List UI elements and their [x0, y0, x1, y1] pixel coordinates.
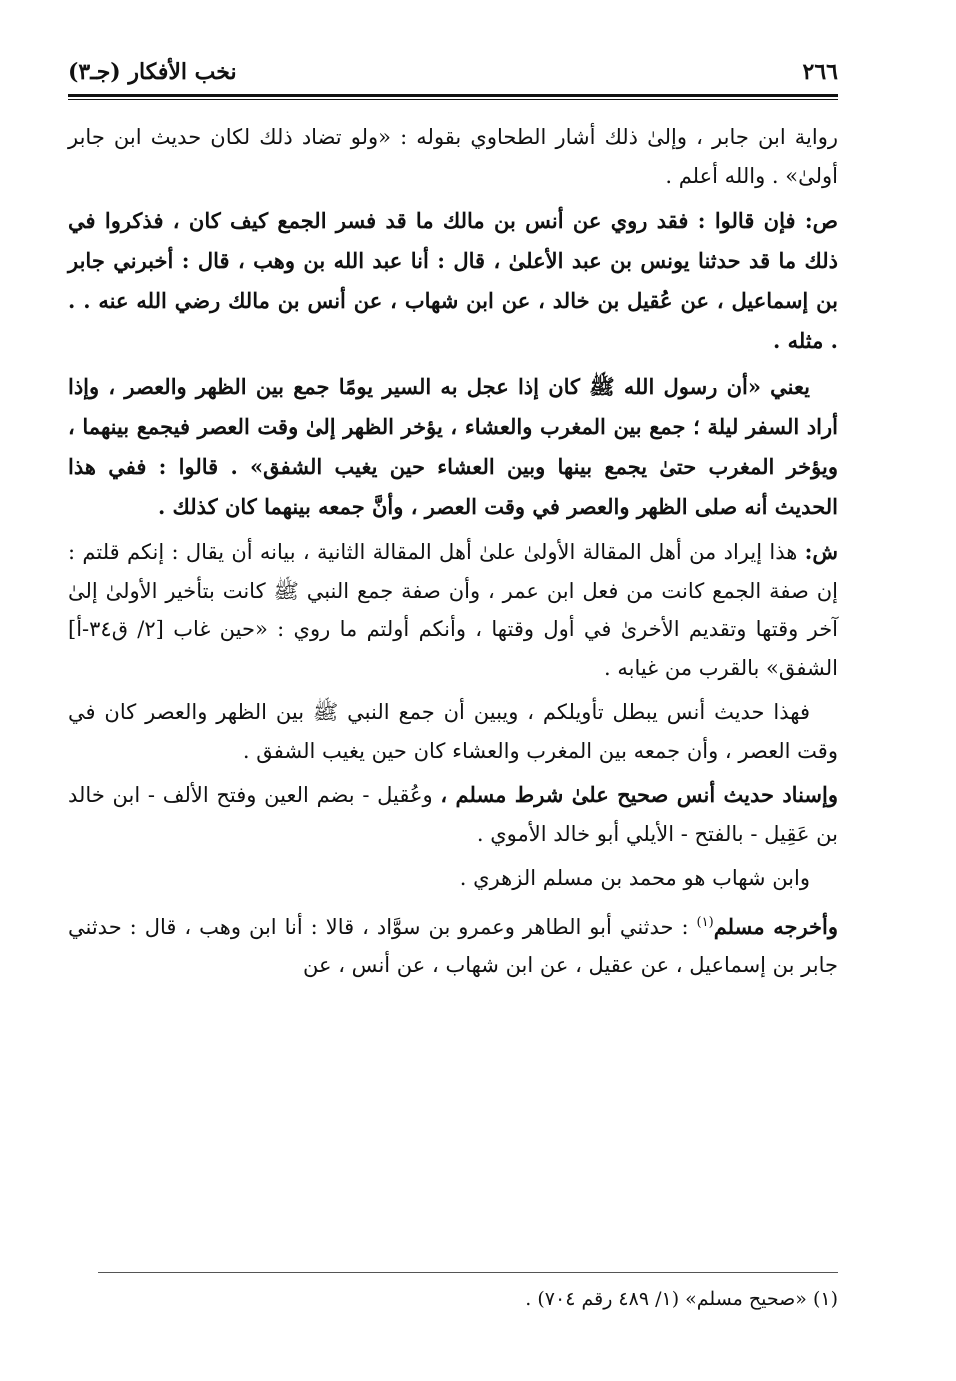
paragraph-2-matn [68, 201, 838, 361]
paragraph-1 [68, 118, 838, 195]
page-number: ٢٦٦ [802, 59, 838, 85]
paragraph-6-lead: وإسناد حديث أنس صحيح علىٰ شرط مسلم ، [440, 782, 838, 807]
running-header [68, 54, 838, 90]
paragraph-7-text: وابن شهاب هو محمد بن مسلم الزهري . [459, 866, 810, 890]
paragraph-3 [68, 367, 838, 527]
header-rule [68, 94, 838, 97]
paragraph-4-text: هذا إيراد من أهل المقالة الأولىٰ علىٰ أهل المقالة الثانية ، بيانه أن يقال : إنكم قلتم : إن صفة الجمع كانت من فعل ابن عمر ، وأن صفة جمع النبي ﷺ كانت بتأخير الأولىٰ إلىٰ آخر وقتها وتقديم الأخرىٰ في أول وقتها ، وأنكم أولتم ما روي : «حين غاب [٢/ ق٣٤-أ] الشفق» بالقرب من غيابه . [68, 540, 839, 680]
paragraph-8-text: : حدثني أبو الطاهر وعمرو بن سوَّاد ، قالا : أنا ابن وهب ، قال : حدثني جابر بن إسماعيل ، عن عقيل ، عن ابن شهاب ، عن أنس ، عن [68, 914, 838, 977]
main-text [68, 118, 838, 991]
paragraph-6 [68, 776, 838, 853]
paragraph-1-text: رواية ابن جابر ، وإلىٰ ذلك أشار الطحاوي بقوله : «ولو تضاد ذلك لكان حديث ابن جابر أولىٰ» . والله أعلم . [68, 125, 838, 188]
paragraph-8 [68, 904, 838, 985]
paragraph-3-text: يعني «أن رسول الله ﷺ كان إذا عجل به السير يومًا جمع بين الظهر والعصر ، وإذا أراد السفر ليلة ؛ جمع بين المغرب والعشاء ، يؤخر الظهر إلىٰ وقت العصر فيجمع بينهما ، ويؤخر المغرب حتىٰ يجمع بينها وبين العشاء حين يغيب الشفق» . قالوا : ففي هذا الحديث أنه صلى الظهر والعصر في وقت العصر ، وأنَّ جمعه بينهما كان كذلك . [68, 374, 838, 519]
paragraph-2-lead: ص: [804, 208, 838, 233]
paragraph-7 [68, 859, 838, 898]
paragraph-5-text: فهذا حديث أنس يبطل تأويلكم ، ويبين أن جمع النبي ﷺ بين الظهر والعصر كان في وقت العصر ، وأن جمعه بين المغرب والعشاء كان حين يغيب الشفق . [68, 700, 838, 763]
header-rule-thin [68, 99, 838, 100]
paragraph-4-lead: ش: [804, 539, 838, 564]
book-title: نخب الأفكار (جـ٣) [68, 59, 237, 85]
paragraph-5 [68, 693, 838, 770]
footnote: (١) «صحيح مسلم» (١/ ٤٨٩ رقم ٧٠٤) . [525, 1288, 838, 1310]
footnote-reference: (١) [696, 914, 714, 930]
paragraph-8-lead: وأخرجه مسلم [713, 913, 838, 939]
paragraph-4-sharh [68, 533, 838, 687]
paragraph-2-text: فإن قالوا : فقد روي عن أنس بن مالك ما قد فسر الجمع كيف كان ، فذكروا في ذلك ما قد حدثنا يونس بن عبد الأعلىٰ ، قال : أنا عبد الله بن وهب ، قال : أخبرني جابر بن إسماعيل ، عن عُقيل بن خالد ، عن ابن شهاب ، عن أنس بن مالك رضي الله عنه . . . مثله . [68, 208, 838, 353]
footnote-rule [98, 1272, 838, 1273]
paragraph-6-text: وعُقيل - بضم العين وفتح الألف - ابن خالد بن عَقِيل - بالفتح - الأيلي أبو خالد الأموي . [68, 783, 838, 846]
